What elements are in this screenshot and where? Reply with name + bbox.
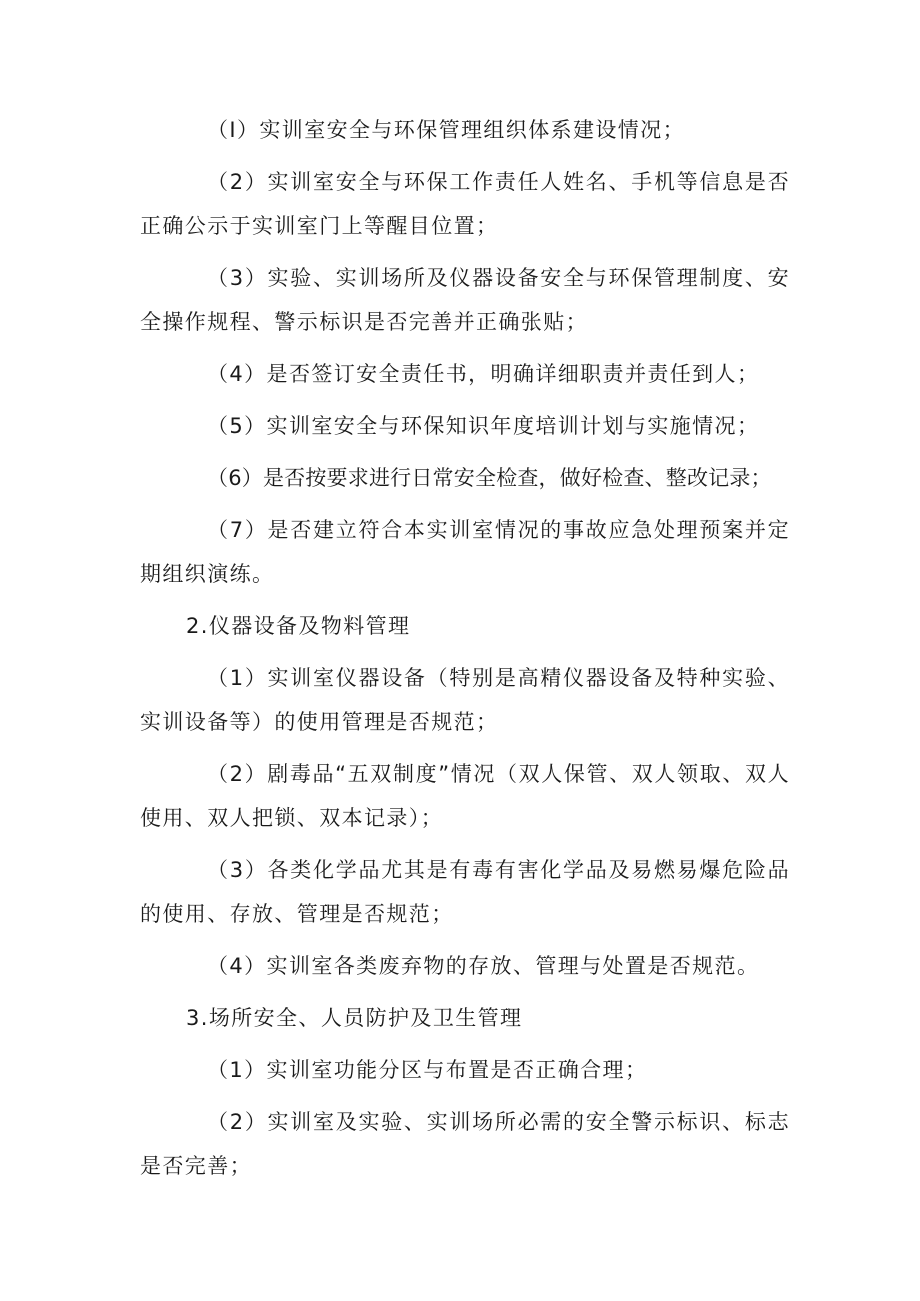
paragraph-item-2: （2）实训室安全与环保工作责任人姓名、手机等信息是否正确公示于实训室门上等醒目位置； (140, 170, 790, 238)
paragraph-item-6: （6）是否按要求进行日常安全检查，做好检查、整改记录； (207, 466, 772, 490)
paragraph-item-3: （3）实验、实训场所及仪器设备安全与环保管理制度、安全操作规程、警示标识是否完善并正确张贴； (140, 266, 790, 334)
section3-item-1: （1）实训室功能分区与布置是否正确合理； (207, 1058, 648, 1082)
section3-item-2: （2）实训室及实验、实训场所必需的安全警示标识、标志是否完善； (140, 1110, 790, 1178)
paragraph-item-7: （7）是否建立符合本实训室情况的事故应急处理预案并定期组织演练。 (140, 518, 790, 586)
paragraph-item-5: （5）实训室安全与环保知识年度培训计划与实施情况； (207, 414, 760, 438)
section2-item-4: （4）实训室各类废弃物的存放、管理与处置是否规范。 (207, 954, 760, 978)
document-body (140, 108, 790, 1196)
section2-item-3: （3）各类化学品尤其是有毒有害化学品及易燃易爆危险品的使用、存放、管理是否规范； (140, 858, 790, 926)
paragraph-item-1: （I）实训室安全与环保管理组织体系建设情况； (207, 118, 685, 142)
section-heading-3: 3.场所安全、人员防护及卫生管理 (186, 1006, 523, 1030)
paragraph-item-4: （4）是否签订安全责任书，明确详细职责并责任到人； (207, 362, 760, 386)
section2-item-1: （1）实训室仪器设备（特别是高精仪器设备及特种实验、实训设备等）的使用管理是否规范； (140, 666, 790, 734)
section2-item-2: （2）剧毒品“五双制度”情况（双人保管、双人领取、双人使用、双人把锁、双本记录）； (140, 762, 790, 830)
section-heading-2: 2.仪器设备及物料管理 (186, 614, 411, 638)
